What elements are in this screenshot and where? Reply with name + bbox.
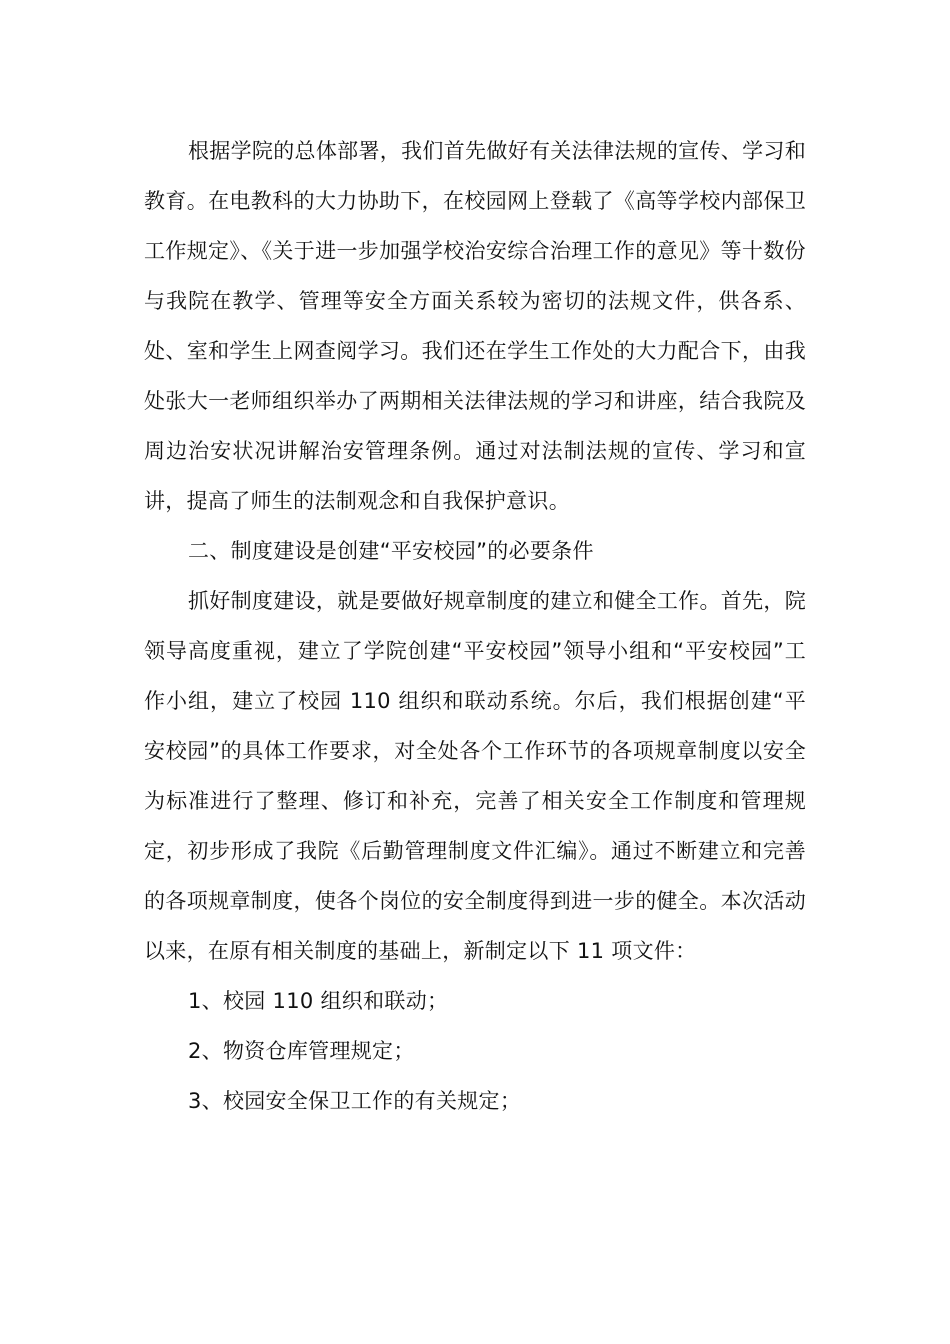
list-item: 1、校园 110 组织和联动；	[188, 989, 449, 1013]
section-heading: 二、制度建设是创建“平安校园”的必要条件	[188, 539, 594, 563]
intro-paragraph: 根据学院的总体部署，我们首先做好有关法律法规的宣传、学习和教育。在电教科的大力协助下，在校园网上登载了《高等学校内部保卫工作规定》、《关于进一步加强学校治安综合治理工作的意见》等十数份与我院在教学、管理等安全方面关系较为密切的法规文件，供各系、处、室和学生上网查阅学习。我们还在学生工作处的大力配合下，由我处张大一老师组织举办了两期相关法律法规的学习和讲座，结合我院及周边治安状况讲解治安管理条例。通过对法制法规的宣传、学习和宣讲，提高了师生的法制观念和自我保护意识。	[144, 139, 806, 513]
list-item: 3、校园安全保卫工作的有关规定；	[188, 1089, 522, 1113]
document-page	[144, 126, 806, 1126]
regulation-list	[144, 976, 806, 1126]
list-item: 2、物资仓库管理规定；	[188, 1039, 415, 1063]
section-body-paragraph: 抓好制度建设，就是要做好规章制度的建立和健全工作。首先，院领导高度重视，建立了学院创建“平安校园”领导小组和“平安校园”工作小组，建立了校园 110 组织和联动系统。尔后，我们根据创建“平安校园”的具体工作要求，对全处各个工作环节的各项规章制度以安全为标准进行了整理、修订和补充，完善了相关安全工作制度和管理规定，初步形成了我院《后勤管理制度文件汇编》。通过不断建立和完善的各项规章制度，使各个岗位的安全制度得到进一步的健全。本次活动以来，在原有相关制度的基础上，新制定以下 11 项文件：	[144, 589, 806, 963]
